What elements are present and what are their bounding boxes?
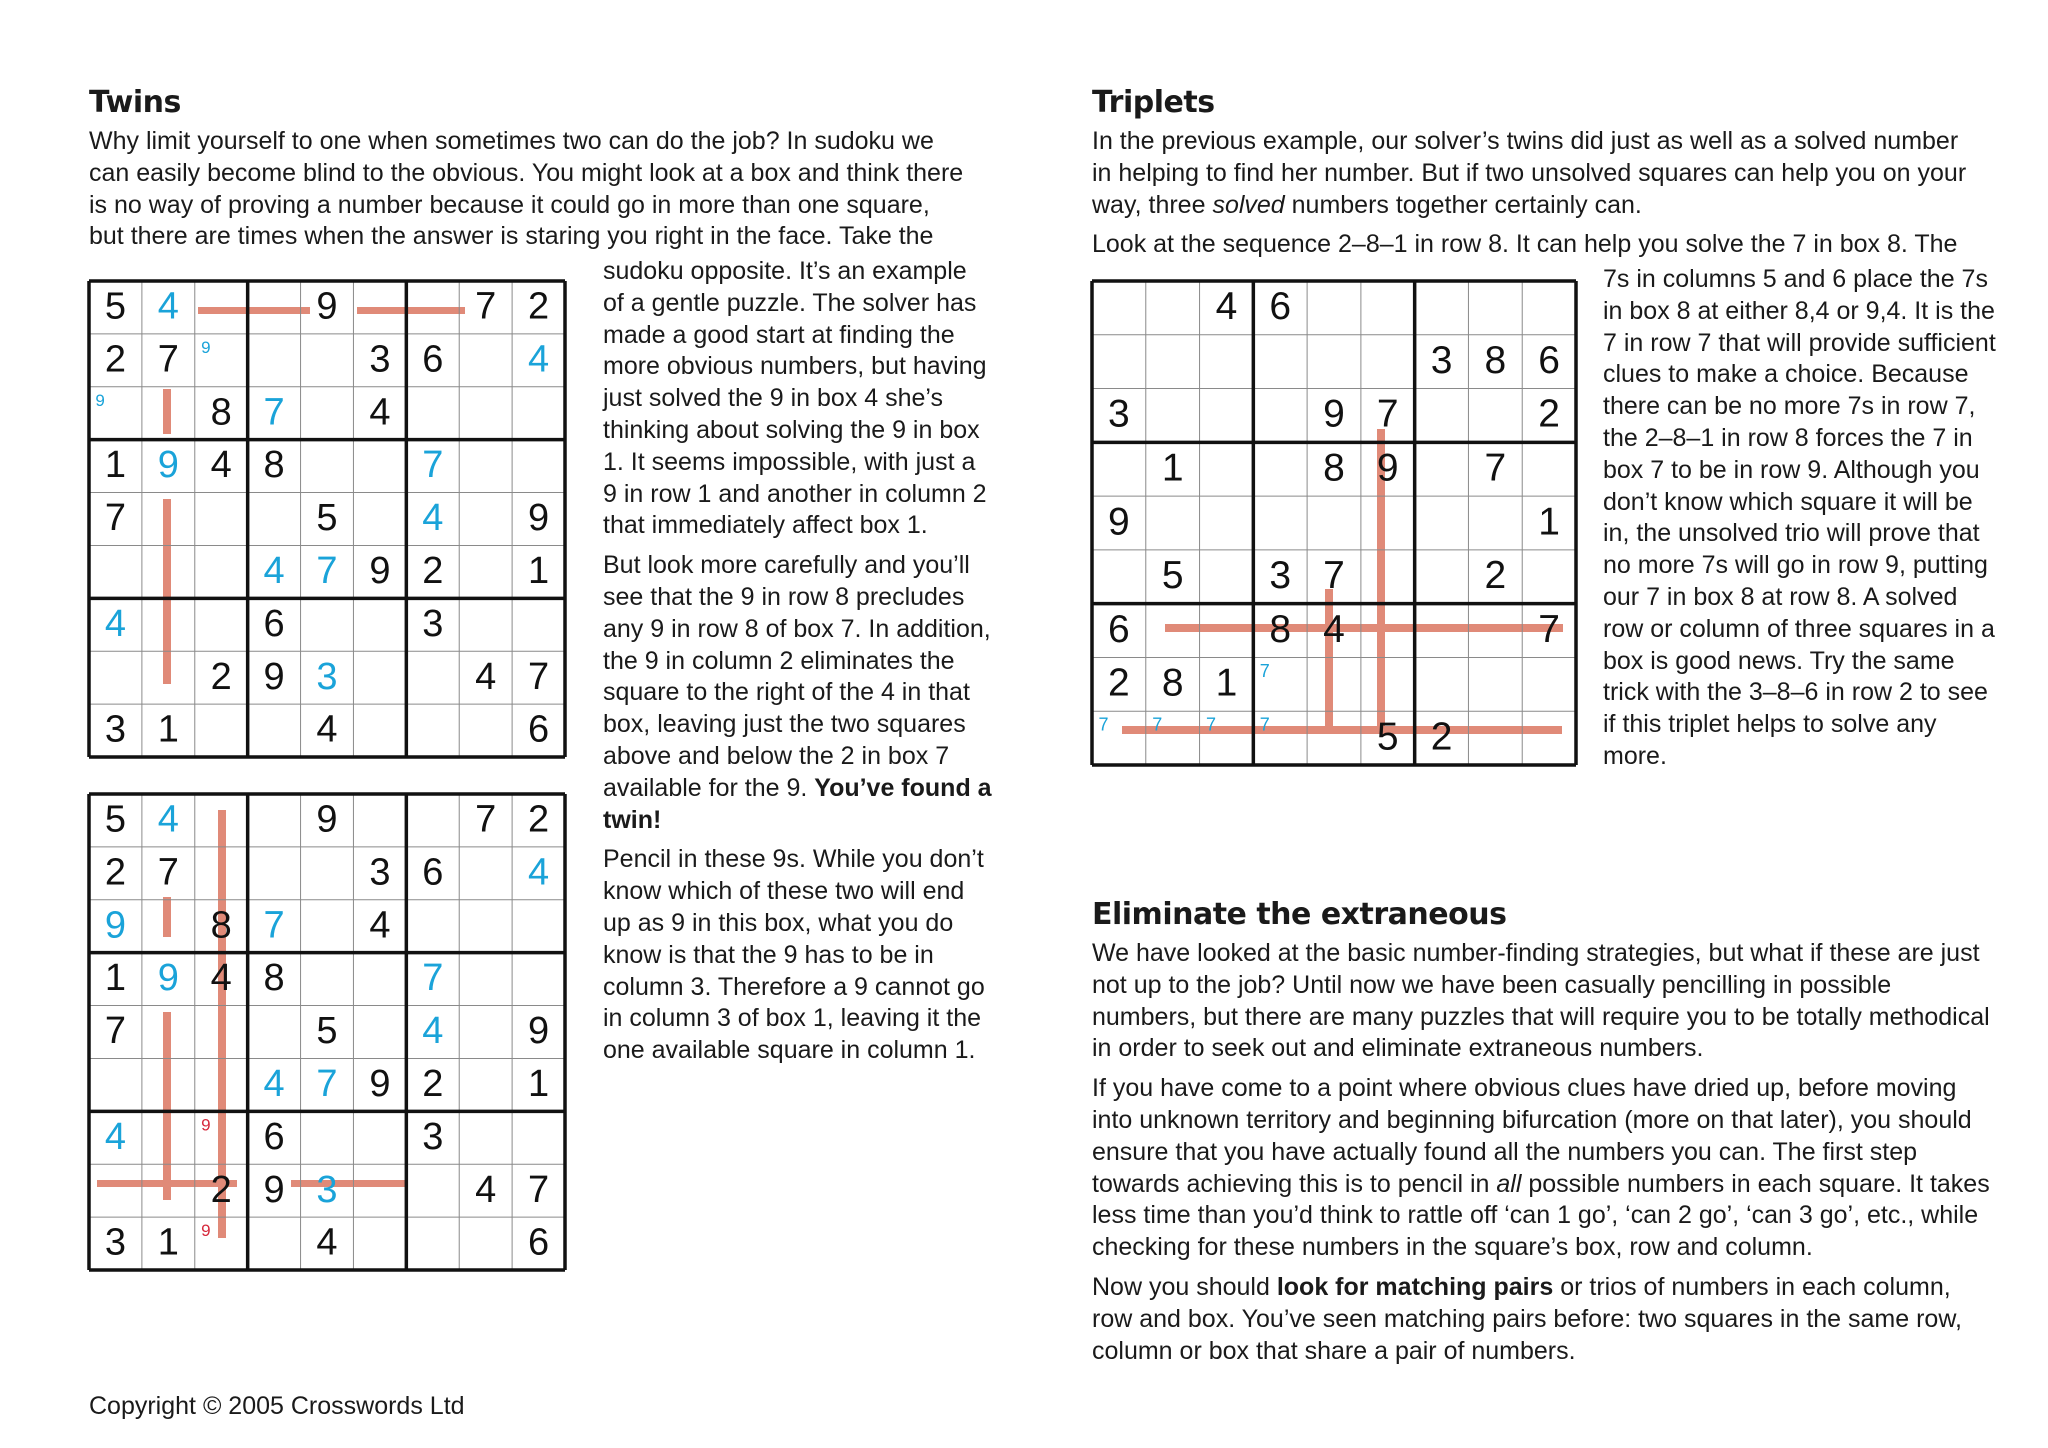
cell-digit: 6 <box>422 338 444 381</box>
cell-digit: 8 <box>1161 661 1184 705</box>
cell-digit: 7 <box>104 1010 127 1053</box>
cell-digit: 3 <box>422 602 444 645</box>
pencil-mark: 7 <box>1206 714 1217 735</box>
cell-digit: 7 <box>263 904 285 947</box>
cell-digit: 6 <box>527 708 550 751</box>
cell-digit: 6 <box>263 602 285 645</box>
twins-side-p2: But look more carefully and you’ll see that the 9 in row 8 precludes any 9 in row 8 of box 7. In addition, the 9 in column 2 eliminates the square to the right of the 4 in that box, leaving just the two squares above and below the 2 in box 7 available for the 9. You’ve found a twin! <box>603 551 992 834</box>
cell-digit: 9 <box>263 655 285 698</box>
copyright: Copyright © 2005 Crosswords Ltd <box>89 1392 465 1420</box>
cell-digit: 9 <box>157 444 179 487</box>
cell-digit: 1 <box>104 957 127 1000</box>
twins-heading: Twins <box>89 85 181 120</box>
cell-digit: 6 <box>1108 607 1130 651</box>
pencil-mark: 7 <box>1259 660 1270 681</box>
cell-digit: 5 <box>316 1010 338 1053</box>
cell-digit: 4 <box>1215 285 1238 329</box>
cell-digit: 9 <box>104 904 127 947</box>
cell-digit: 9 <box>157 957 179 1000</box>
cell-digit: 4 <box>210 957 232 1000</box>
cell-digit: 3 <box>369 338 391 381</box>
eliminate-p2: If you have come to a point where obvious clues have dried up, before moving into unknown territory and beginning bifurcation (more on that later), you should ensure that you have actually found all the numbers you can. The first step towards achieving this is to pencil in all possible numbers in each square. It takes less time than you’d think to rattle off ‘can 1 go’, ‘can 2 go’, ‘can 3 go’, etc., while checking for these numbers in the square’s box, row and column. <box>1092 1074 1990 1262</box>
cell-digit: 8 <box>210 904 232 947</box>
cell-digit: 4 <box>527 338 550 381</box>
twins-side-p1: sudoku opposite. It’s an example of a gentle puzzle. The solver has made a good start at finding the more obvious numbers, but having just solved the 9 in box 4 she’s thinking about solving the 9 in box 1. It seems impossible, with just a 9 in row 1 and another in column 2 that immediately affect box 1. <box>603 257 987 540</box>
cell-digit: 9 <box>369 549 391 592</box>
twins-section <box>89 85 989 253</box>
cell-digit: 9 <box>1108 500 1130 544</box>
cell-digit: 8 <box>1323 446 1345 490</box>
twins-grid-2-highlights <box>97 810 405 1241</box>
pencil-mark: 9 <box>201 1221 211 1241</box>
twins-found-twin: You’ve found a twin! <box>603 773 992 834</box>
eliminate-p1: We have looked at the basic number-finding strategies, but what if these are just not up to the job? Until now we have been casually pencilling in possible numbers, but there are many puzzles that will require you to be totally methodical in order to seek out and eliminate extraneous numbers. <box>1092 939 1990 1063</box>
pencil-mark: 9 <box>95 390 105 410</box>
cell-digit: 5 <box>316 497 338 540</box>
cell-digit: 7 <box>1484 446 1507 490</box>
pencil-mark: 9 <box>201 337 211 357</box>
cell-digit: 7 <box>475 798 497 841</box>
cell-digit: 7 <box>527 655 550 698</box>
cell-digit: 7 <box>316 549 338 592</box>
cell-digit: 3 <box>1108 392 1130 436</box>
cell-digit: 7 <box>422 957 444 1000</box>
cell-digit: 7 <box>422 444 444 487</box>
cell-digit: 4 <box>263 549 285 592</box>
cell-digit: 7 <box>316 1062 338 1105</box>
cell-digit: 1 <box>1215 661 1238 705</box>
eliminate-section <box>1092 897 1997 1367</box>
pencil-mark: 7 <box>1098 714 1109 735</box>
twins-side-text <box>603 256 993 1067</box>
cell-digit: 3 <box>104 1221 127 1264</box>
triplets-p2-lead: Look at the sequence 2–8–1 in row 8. It can help you solve the 7 in box 8. The <box>1092 230 1958 259</box>
triplets-grid <box>1090 279 1578 767</box>
cell-digit: 3 <box>104 708 127 751</box>
cell-digit: 7 <box>104 497 127 540</box>
twins-grid-2 <box>87 792 567 1272</box>
cell-digit: 4 <box>422 1010 444 1053</box>
triplets-section <box>1092 85 1992 261</box>
cell-digit: 4 <box>1323 607 1345 651</box>
cell-digit: 6 <box>527 1221 550 1264</box>
triplets-heading: Triplets <box>1092 85 1215 120</box>
triplets-p2-side: 7s in columns 5 and 6 place the 7s in box 8 at either 8,4 or 9,4. It is the 7 in row 7 that will provide sufficient clues to make a choice. Because there can be no more 7s in row 7, the 2–8–1 in row 8 forces the 7 in box 7 to be in row 9. Although you don’t know which square it will be in, the unsolved trio will prove that no more 7s will go in row 9, putting our 7 in box 8 at row 8. A solved row or column of three squares in a box is good news. Try the same trick with the 3–8–6 in row 2 to see if this triplet helps to solve any more. <box>1603 265 1996 770</box>
cell-digit: 9 <box>316 285 338 328</box>
cell-digit: 6 <box>1269 285 1292 329</box>
cell-digit: 1 <box>527 1062 550 1105</box>
cell-digit: 2 <box>422 549 444 592</box>
cell-digit: 7 <box>157 851 179 894</box>
cell-digit: 9 <box>527 497 550 540</box>
eliminate-heading: Eliminate the extraneous <box>1092 897 1507 932</box>
cell-digit: 1 <box>157 1221 179 1264</box>
cell-digit: 1 <box>1538 500 1560 544</box>
cell-digit: 3 <box>422 1115 444 1158</box>
cell-digit: 2 <box>210 655 232 698</box>
cell-digit: 5 <box>1376 715 1399 759</box>
cell-digit: 2 <box>104 851 127 894</box>
cell-digit: 5 <box>104 798 127 841</box>
cell-digit: 2 <box>1538 392 1560 436</box>
cell-digit: 1 <box>104 444 127 487</box>
cell-digit: 4 <box>157 285 179 328</box>
cell-digit: 8 <box>210 391 232 434</box>
cell-digit: 2 <box>1108 661 1130 705</box>
cell-digit: 3 <box>369 851 391 894</box>
cell-digit: 8 <box>1269 607 1292 651</box>
cell-digit: 9 <box>1376 446 1399 490</box>
cell-digit: 6 <box>422 851 444 894</box>
cell-digit: 4 <box>104 602 127 645</box>
twins-grid-1-highlights <box>163 307 465 684</box>
cell-digit: 2 <box>210 1168 232 1211</box>
cell-digit: 8 <box>1484 338 1507 382</box>
cell-digit: 1 <box>527 549 550 592</box>
eliminate-p3: Now you should look for matching pairs or trios of numbers in each column, row and box. You’ve seen matching pairs before: two squares in the same row, column or box that share a pair of numbers. <box>1092 1272 1962 1365</box>
pencil-mark: 7 <box>1152 714 1163 735</box>
cell-digit: 4 <box>157 798 179 841</box>
cell-digit: 1 <box>1161 446 1184 490</box>
cell-digit: 4 <box>475 655 497 698</box>
cell-digit: 9 <box>263 1168 285 1211</box>
cell-digit: 4 <box>369 391 391 434</box>
cell-digit: 4 <box>475 1168 497 1211</box>
cell-digit: 4 <box>210 444 232 487</box>
cell-digit: 2 <box>1430 715 1453 759</box>
cell-digit: 2 <box>1484 554 1507 598</box>
cell-digit: 8 <box>263 957 285 1000</box>
cell-digit: 4 <box>422 497 444 540</box>
cell-digit: 7 <box>475 285 497 328</box>
twins-side-p3: Pencil in these 9s. While you don’t know which of these two will end up as 9 in this box, what you do know is that the 9 has to be in column 3. Therefore a 9 cannot go in column 3 of box 1, leaving it the one available square in column 1. <box>603 845 985 1065</box>
cell-digit: 3 <box>316 1168 338 1211</box>
cell-digit: 5 <box>104 285 127 328</box>
cell-digit: 8 <box>263 444 285 487</box>
cell-digit: 7 <box>1376 392 1399 436</box>
cell-digit: 1 <box>157 708 179 751</box>
cell-digit: 9 <box>527 1010 550 1053</box>
cell-digit: 9 <box>316 798 338 841</box>
cell-digit: 4 <box>104 1115 127 1158</box>
cell-digit: 9 <box>369 1062 391 1105</box>
cell-digit: 7 <box>527 1168 550 1211</box>
cell-digit: 3 <box>1269 554 1292 598</box>
cell-digit: 2 <box>104 338 127 381</box>
twins-intro: Why limit yourself to one when sometimes two can do the job? In sudoku we can easily become blind to the obvious. You might look at a box and think there is no way of proving a number because it could go in more than one square, but there are times when the answer is staring you right in the face. Take the <box>89 127 964 251</box>
cell-digit: 7 <box>1538 607 1560 651</box>
cell-digit: 9 <box>1323 392 1345 436</box>
pencil-mark: 9 <box>201 1115 211 1135</box>
twins-grid-1 <box>87 279 567 759</box>
cell-digit: 4 <box>263 1062 285 1105</box>
cell-digit: 7 <box>1323 554 1345 598</box>
cell-digit: 2 <box>527 285 550 328</box>
cell-digit: 4 <box>527 851 550 894</box>
cell-digit: 7 <box>157 338 179 381</box>
cell-digit: 3 <box>1430 338 1453 382</box>
triplets-p1: In the previous example, our solver’s twins did just as well as a solved number in helping to find her number. But if two unsolved squares can help you on your way, three solved numbers together certainly can. <box>1092 127 1967 219</box>
triplets-side-text <box>1603 264 1998 773</box>
cell-digit: 7 <box>263 391 285 434</box>
cell-digit: 5 <box>1161 554 1184 598</box>
cell-digit: 4 <box>316 708 338 751</box>
cell-digit: 3 <box>316 655 338 698</box>
pencil-mark: 7 <box>1259 714 1270 735</box>
cell-digit: 2 <box>527 798 550 841</box>
cell-digit: 6 <box>263 1115 285 1158</box>
cell-digit: 6 <box>1538 338 1560 382</box>
cell-digit: 4 <box>369 904 391 947</box>
cell-digit: 4 <box>316 1221 338 1264</box>
cell-digit: 2 <box>422 1062 444 1105</box>
